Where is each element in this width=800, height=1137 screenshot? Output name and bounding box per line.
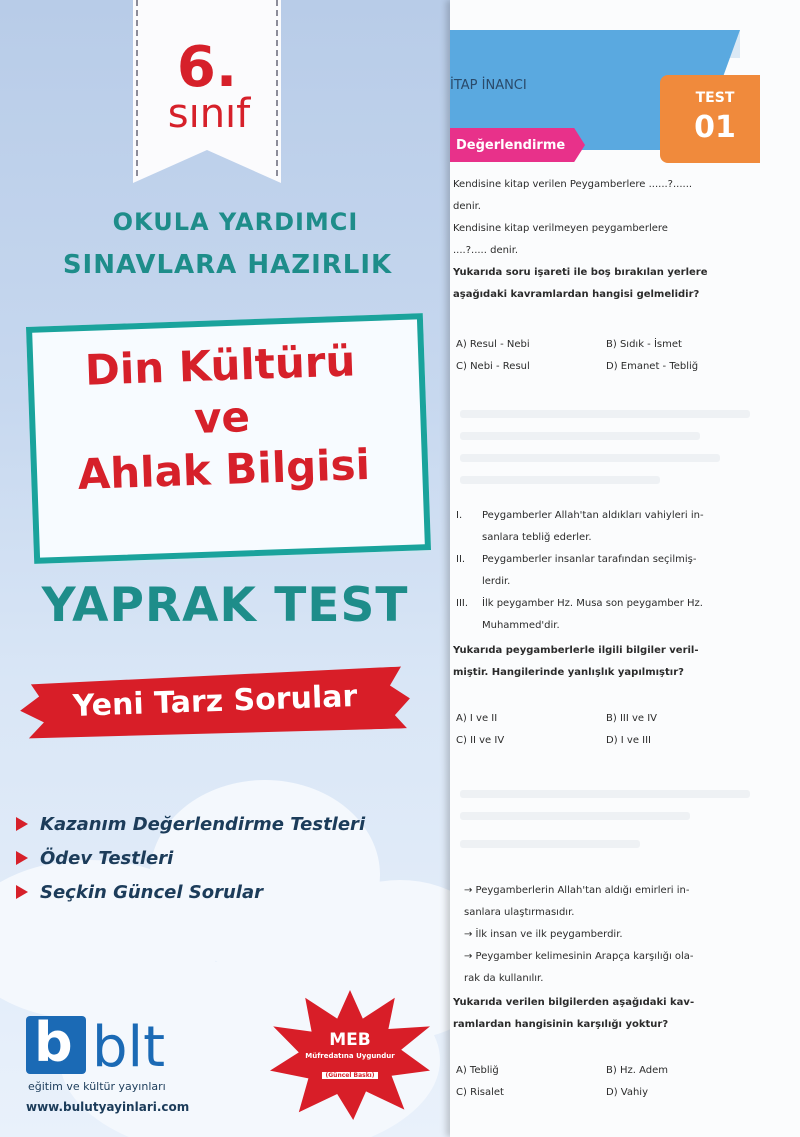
red-arrow-icon: [16, 817, 28, 831]
q1-line: Kendisine kitap verilen Peygamberlere ......?......: [453, 179, 693, 190]
question-3-statements: [464, 880, 754, 990]
q3-statement: sanlara ulaştırmasıdır.: [464, 907, 575, 918]
question-2-options: [456, 708, 756, 752]
faded-text-line: [460, 790, 750, 798]
meb-small-label: (Güncel Baskı): [322, 1072, 378, 1079]
q1-option[interactable]: D) Emanet - Tebliğ: [606, 361, 699, 372]
q2-numeral: III.: [456, 598, 469, 609]
test-label: TEST: [695, 90, 735, 106]
q1-option[interactable]: B) Sıdık - İsmet: [606, 339, 682, 350]
meb-sublabel: Müfredatına Uygundur: [305, 1052, 395, 1060]
faded-text-line: [460, 840, 640, 848]
q2-option[interactable]: A) I ve II: [456, 713, 498, 724]
publisher-subtitle: eğitim ve kültür yayınları: [28, 1080, 166, 1093]
q2-numeral: II.: [456, 554, 466, 565]
q3-option[interactable]: A) Tebliğ: [456, 1065, 499, 1076]
q2-numeral: I.: [456, 510, 463, 521]
grade-number: 6.: [176, 35, 238, 100]
faded-text-line: [460, 432, 700, 440]
publisher-logo-box: [26, 1011, 86, 1074]
q2-statement: [456, 571, 756, 593]
q3-option[interactable]: C) Risalet: [456, 1087, 504, 1098]
feature-item: [16, 846, 365, 870]
q1-stem: Yukarıda soru işareti ile boş bırakılan yerlere: [453, 267, 708, 278]
section-label: Değerlendirme: [456, 138, 566, 153]
q3-statement: → Peygamber kelimesinin Arapça karşılığı ola-: [464, 951, 694, 962]
question-1-options: [456, 334, 756, 378]
tagline-text: Yeni Tarz Sorular: [72, 679, 358, 724]
test-sheet: [450, 0, 800, 1137]
publisher-logo-letter: b: [34, 1011, 73, 1074]
q2-text: Peygamberler Allah'tan aldıkları vahiyleri in-: [482, 510, 704, 521]
q2-text: İlk peygamber Hz. Musa son peygamber Hz.: [482, 598, 703, 609]
q2-text: lerdir.: [482, 576, 511, 587]
q2-statement: [456, 615, 756, 637]
q2-option[interactable]: C) II ve IV: [456, 735, 505, 746]
feature-label: Kazanım Değerlendirme Testleri: [40, 813, 366, 835]
publisher-logo-text: blt: [92, 1015, 166, 1080]
title-line-2: ve: [193, 392, 251, 443]
faded-text-line: [460, 812, 690, 820]
faded-text-line: [460, 454, 720, 462]
q1-option[interactable]: A) Resul - Nebi: [456, 339, 530, 350]
q1-line: denir.: [453, 201, 481, 212]
q2-text: Peygamberler insanlar tarafından seçilmiş-: [482, 554, 697, 565]
q3-option[interactable]: B) Hz. Adem: [606, 1065, 668, 1076]
q1-stem: aşağıdaki kavramlardan hangisi gelmelidir?: [453, 289, 700, 300]
q3-stem: Yukarıda verilen bilgilerden aşağıdaki kav-: [453, 997, 695, 1008]
feature-label: Seçkin Güncel Sorular: [40, 881, 263, 903]
q1-line: ....?..... denir.: [453, 245, 519, 256]
q2-statement: [456, 527, 756, 549]
question-1-text: [453, 174, 758, 306]
question-2-stem: [453, 640, 758, 684]
q2-numeral: [456, 571, 482, 593]
publisher-url: www.bulutyayinlari.com: [26, 1100, 190, 1114]
q2-text: Muhammed'dir.: [482, 620, 560, 631]
feature-item: [16, 812, 365, 836]
meb-label: MEB: [329, 1030, 371, 1050]
faded-text-line: [460, 410, 750, 418]
q3-stem: ramlardan hangisinin karşılığı yoktur?: [453, 1019, 669, 1030]
title-line-3: Ahlak Bilgisi: [76, 439, 371, 500]
q1-option[interactable]: C) Nebi - Resul: [456, 361, 530, 372]
q3-statement: rak da kullanılır.: [464, 973, 544, 984]
book-title: [29, 333, 414, 502]
red-arrow-icon: [16, 851, 28, 865]
question-2-statements: [456, 505, 756, 637]
q3-statement: → İlk insan ve ilk peygamberdir.: [464, 929, 623, 940]
q2-numeral: [456, 615, 482, 637]
unit-title: İTAP İNANCI: [450, 78, 527, 93]
feature-list: [16, 812, 365, 914]
test-number: 01: [694, 110, 736, 145]
q2-statement: [456, 505, 756, 527]
question-3-stem: [453, 992, 758, 1036]
q2-text: sanlara tebliğ ederler.: [482, 532, 592, 543]
title-line-1: Din Kültürü: [84, 336, 357, 395]
q3-option[interactable]: D) Vahiy: [606, 1087, 649, 1098]
subtitle-line-1: OKULA YARDIMCI: [112, 208, 359, 236]
q2-stem: miştir. Hangilerinde yanlışlık yapılmıştır?: [453, 667, 684, 678]
q1-line: Kendisine kitap verilmeyen peygamberlere: [453, 223, 668, 234]
question-3-options: [456, 1060, 756, 1104]
q3-statement: → Peygamberlerin Allah'tan aldığı emirleri in-: [464, 885, 690, 896]
q2-stem: Yukarıda peygamberlerle ilgili bilgiler veril-: [453, 645, 699, 656]
q2-statement: [456, 549, 756, 571]
publisher-logo: [26, 1011, 166, 1080]
faded-text-line: [460, 476, 660, 484]
q2-numeral: [456, 527, 482, 549]
grade-word: sınıf: [167, 91, 251, 137]
subtitle-line-2: SINAVLARA HAZIRLIK: [62, 250, 393, 280]
q2-option[interactable]: D) I ve III: [606, 735, 652, 746]
q2-statement: [456, 593, 756, 615]
feature-label: Ödev Testleri: [40, 847, 174, 869]
feature-item: [16, 880, 365, 904]
series-name: YAPRAK TEST: [41, 578, 409, 633]
red-arrow-icon: [16, 885, 28, 899]
q2-option[interactable]: B) III ve IV: [606, 713, 658, 724]
